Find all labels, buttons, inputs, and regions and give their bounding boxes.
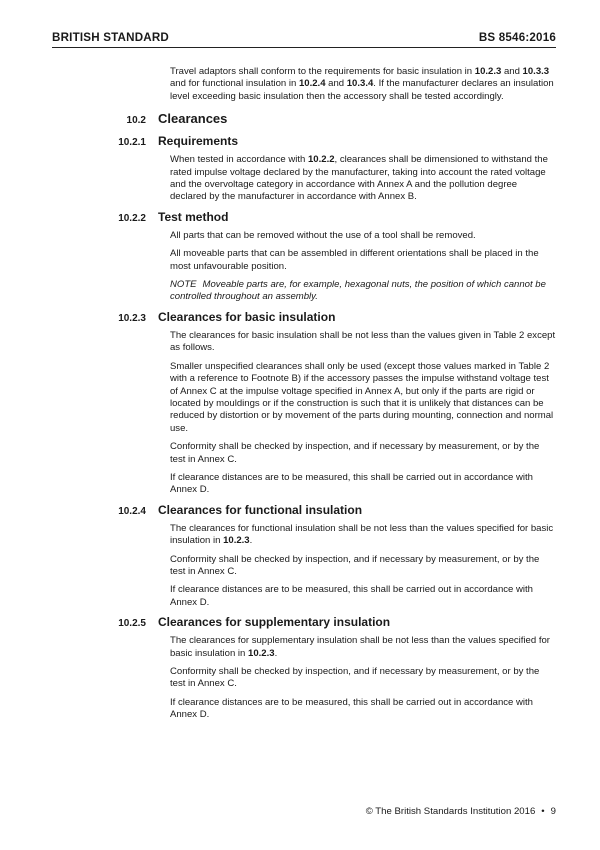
section-title: Clearances for supplementary insulation (158, 615, 391, 630)
copyright-notice: © The British Standards Institution 2016 (365, 806, 536, 817)
section-body-10-2-1 (170, 154, 556, 204)
section-number: 10.2 (126, 115, 146, 127)
section-body-10-2-4 (170, 523, 556, 609)
text-run: . If the manufacturer declares an insulation level exceeding basic insulation then the accessory shall be tested accordingly. (170, 78, 554, 102)
section-heading-10-2-2 (0, 210, 600, 224)
paragraph (170, 635, 556, 660)
section-title: Clearances (158, 111, 228, 127)
note-label: NOTE (170, 279, 197, 291)
paragraph: Smaller unspecified clearances shall only be used (except those values marked in Table 2 with a reference to Footnote B) if the accessory passes the impulse withstand voltage test of Annex C at the impulse voltage specified in Annex A, but only if the parts are rigid or located by mouldings or if the construction is such that it is unlikely that distances can be reduced by distortion or by movement of the parts during mounting, connection and normal use. (170, 360, 554, 434)
page-footer (366, 806, 556, 817)
header-standard-number: BS 8546:2016 (478, 31, 556, 44)
section-number: 10.2.3 (118, 312, 146, 324)
section-body-10-2-2 (170, 230, 556, 304)
paragraph: If clearance distances are to be measured, this shall be carried out in accordance with Annex D. (170, 696, 533, 721)
section-number: 10.2.1 (118, 137, 146, 149)
section-title: Clearances for basic insulation (158, 309, 336, 324)
clause-reference: 10.2.3 (474, 66, 502, 77)
section-heading-10-2-5 (0, 615, 600, 629)
paragraph: The clearances for basic insulation shall be not less than the values given in Table 2 except as follows. (170, 329, 556, 354)
section-heading-10-2-3 (0, 310, 600, 324)
text-run: The clearances for supplementary insulation shall be not less than the values specified for basic insulation in (170, 635, 550, 659)
document-body (0, 66, 600, 728)
text-run: When tested in accordance with (170, 154, 308, 166)
text-run: and (325, 78, 347, 90)
paragraph: If clearance distances are to be measured, this shall be carried out in accordance with Annex D. (170, 471, 533, 496)
intro-section (170, 66, 556, 103)
section-title: Clearances for functional insulation (158, 502, 363, 517)
section-heading-10-2-1 (0, 134, 600, 148)
text-run: . (249, 535, 253, 547)
text-run: Travel adaptors shall conform to the requirements for basic insulation in (170, 66, 475, 77)
text-run: . (274, 647, 278, 659)
clause-reference: 10.2.2 (307, 154, 335, 166)
clause-reference: 10.2.3 (223, 535, 250, 547)
page-header (52, 24, 556, 48)
section-number: 10.2.4 (118, 505, 146, 517)
note-paragraph (170, 279, 556, 304)
text-run: , clearances shall be dimensioned to withstand the rated impulse voltage declared by the manufacturer, taking into account the rated voltage and the overvoltage category in accordance with Annex A and the pollution degree declared by the manufacturer in accordance with Annex B. (170, 154, 548, 203)
paragraph: Conformity shall be checked by inspection, and if necessary by measurement, or by the test in Annex C. (170, 553, 540, 577)
text-run: and for functional insulation in (170, 78, 299, 90)
section-number: 10.2.5 (118, 618, 146, 630)
footer-bullet: • (541, 806, 545, 817)
paragraph (170, 154, 556, 204)
clause-reference: 10.2.4 (298, 78, 326, 90)
section-heading-10-2-4 (0, 503, 600, 517)
section-body-10-2-5 (170, 635, 556, 721)
header-standard-label: BRITISH STANDARD (52, 31, 169, 44)
note-text: Moveable parts are, for example, hexagonal nuts, the position of which cannot be controlled throughout an assembly. (170, 279, 546, 303)
paragraph: All parts that can be removed without the use of a tool shall be removed. (170, 229, 476, 241)
intro-paragraph (170, 66, 556, 103)
paragraph: Conformity shall be checked by inspection, and if necessary by measurement, or by the test in Annex C. (170, 441, 540, 465)
text-run: The clearances for functional insulation shall be not less than the values specified for basic insulation in (170, 522, 554, 547)
text-run: and (501, 66, 523, 77)
clause-reference: 10.3.3 (522, 66, 550, 77)
clause-reference: 10.3.4 (346, 78, 374, 90)
paragraph: All moveable parts that can be assembled in different orientations shall be placed in the most unfavourable position. (170, 248, 539, 272)
section-number: 10.2.2 (118, 212, 146, 224)
clause-reference: 10.2.3 (248, 647, 275, 659)
section-body-10-2-3 (170, 330, 556, 497)
paragraph: If clearance distances are to be measured, this shall be carried out in accordance with Annex D. (170, 584, 533, 608)
section-heading-10-2 (0, 111, 600, 126)
page-number: 9 (550, 806, 556, 817)
section-title: Test method (158, 209, 229, 224)
section-title: Requirements (158, 134, 239, 149)
paragraph (170, 523, 556, 548)
paragraph: Conformity shall be checked by inspection, and if necessary by measurement, or by the test in Annex C. (170, 666, 540, 690)
